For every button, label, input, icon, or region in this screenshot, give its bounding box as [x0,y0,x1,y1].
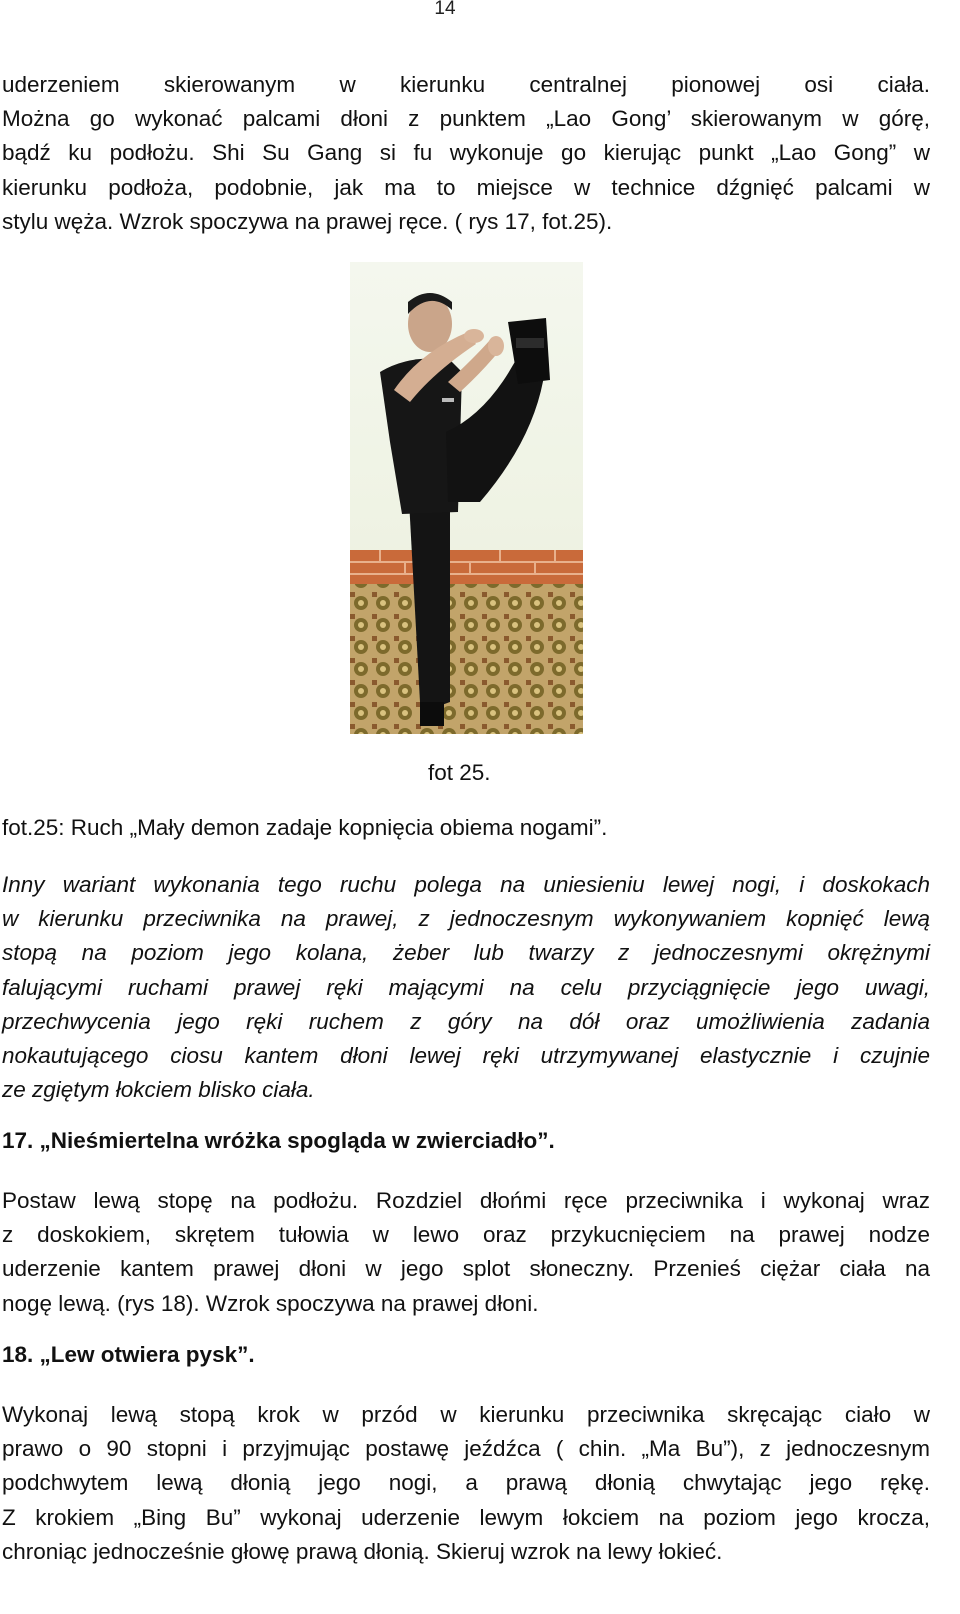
section-18-heading: 18. „Lew otwiera pysk”. [2,1342,255,1367]
italic-paragraph [2,868,930,1107]
intro-line: bądź ku podłożu. Shi Su Gang si fu wykonuje go kierując punkt „Lao Gong” w [2,140,930,166]
intro-line: stylu węża. Wzrok spoczywa na prawej ręce. ( rys 17, fot.25). [2,208,613,234]
italic-line: falującymi ruchami prawej ręki mającymi na celu przyciągnięcie jego uwagi, [2,974,930,1000]
section-17-line: z doskokiem, skrętem tułowia w lewo oraz przykucnięciem na prawej nodze [2,1222,930,1248]
section-17-heading: 17. „Nieśmiertelna wróżka spogląda w zwierciadło”. [2,1128,555,1153]
section-18-line: podchwytem lewą dłonią jego nogi, a prawą dłonią chwytając jego rękę. [2,1470,930,1496]
section-18-line: prawo o 90 stopni i przyjmując postawę jeźdźca ( chin. „Ma Bu”), z jednoczesnym [2,1436,930,1462]
italic-line: stopą na poziom jego kolana, żeber lub twarzy z jednoczesnymi okrężnymi [2,940,930,966]
section-18-paragraph [2,1398,930,1569]
photo-illustration [350,262,583,734]
intro-line: kierunku podłoża, podobnie, jak ma to miejsce w technice dźgnięć palcami w [2,174,930,200]
intro-line: uderzeniem skierowanym w kierunku centralnej pionowej osi ciała. [2,72,930,97]
photo-caption-full: fot.25: Ruch „Mały demon zadaje kopnięcia obiema nogami”. [2,815,608,840]
intro-paragraph [2,68,930,239]
section-17-line: nogę lewą. (rys 18). Wzrok spoczywa na prawej dłoni. [2,1290,539,1316]
italic-line: ze zgiętym łokciem blisko ciała. [2,1077,315,1103]
photo-kick [350,262,583,734]
section-18-line: chroniąc jednocześnie głowę prawą dłonią. Skieruj wzrok na lewy łokieć. [2,1538,723,1564]
italic-line: nokautującego ciosu kantem dłoni lewej ręki utrzymywanej elastycznie i czujnie [2,1043,930,1069]
intro-line: Można go wykonać palcami dłoni z punktem „Lao Gong’ skierowanym w górę, [2,106,930,132]
section-17-line: uderzenie kantem prawej dłoni w jego splot słoneczny. Przenieś ciężar ciała na [2,1256,930,1282]
italic-line: przechwycenia jego ręki ruchem z góry na dół oraz umożliwienia zadania [2,1008,930,1034]
section-18-line: Wykonaj lewą stopą krok w przód w kierunku przeciwnika skręcając ciało w [2,1402,930,1427]
section-17-paragraph [2,1184,930,1321]
italic-line: Inny wariant wykonania tego ruchu polega na uniesieniu lewej nogi, i doskokach [2,872,930,897]
section-17-line: Postaw lewą stopę na podłożu. Rozdziel dłońmi ręce przeciwnika i wykonaj wraz [2,1188,930,1213]
italic-line: w kierunku przeciwnika na prawej, z jednoczesnym wykonywaniem kopnięć lewą [2,906,930,932]
page-number: 14 [434,0,456,19]
section-18-line: Z krokiem „Bing Bu” wykonaj uderzenie lewym łokciem na poziom jego krocza, [2,1504,930,1530]
photo-caption-short: fot 25. [428,760,491,785]
